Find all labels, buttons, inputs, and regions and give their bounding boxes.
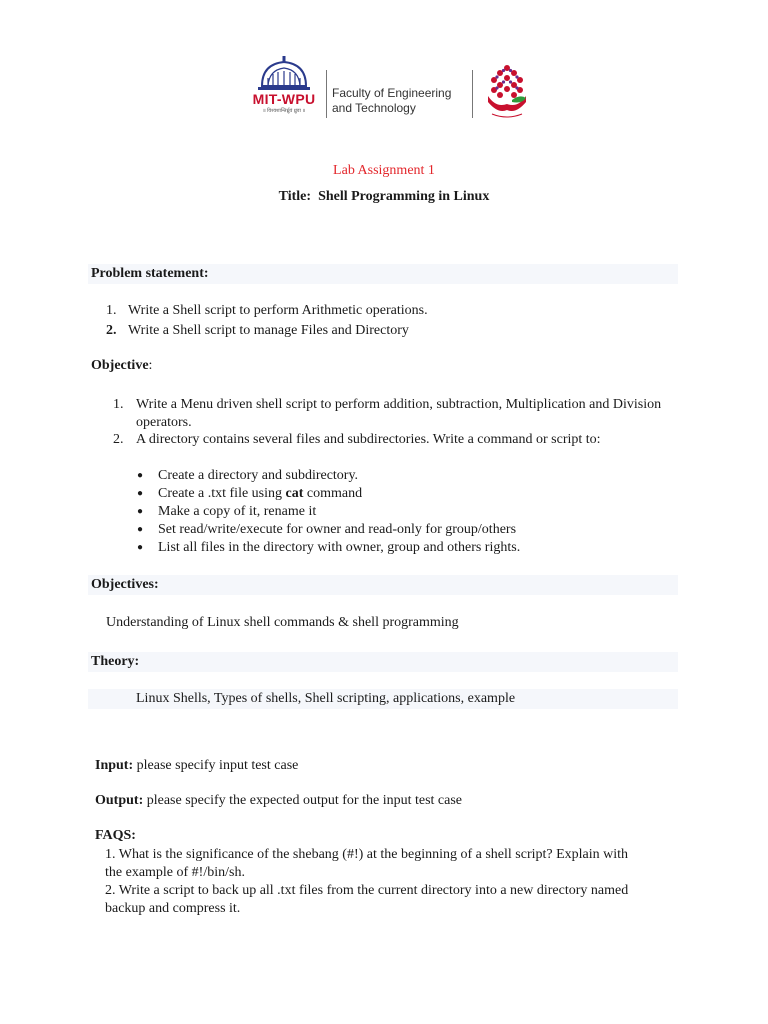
problem-item: Write a Shell script to manage Files and Directory — [128, 323, 409, 338]
problem-heading: Problem statement: — [91, 266, 209, 281]
objective-bullet: Set read/write/execute for owner and read-only for group/others — [158, 522, 517, 537]
title-text: Shell Programming in Linux — [318, 189, 490, 204]
theory-text: Linux Shells, Types of shells, Shell scripting, applications, example — [136, 691, 516, 706]
input-text: please specify input test case — [136, 758, 299, 773]
faq-item: 1. What is the significance of the shebang (#!) at the beginning of a shell script? Explain with — [105, 847, 629, 862]
faqs-heading: FAQS: — [95, 828, 136, 843]
input-label: Input: — [95, 758, 134, 773]
title-label: Title: — [278, 189, 312, 204]
problem-item: Write a Shell script to perform Arithmetic operations. — [128, 303, 428, 318]
bullet-icon: ● — [137, 470, 144, 481]
theory-heading: Theory: — [91, 654, 140, 669]
university-emblem-icon — [482, 58, 532, 120]
faq-item-cont: the example of #!/bin/sh. — [105, 865, 245, 880]
objective-bullet: List all files in the directory with owner, group and others rights. — [158, 540, 521, 555]
faculty-line-1: Faculty of Engineering — [332, 86, 452, 100]
objective-heading — [91, 357, 152, 375]
objectives-heading: Objectives: — [91, 577, 159, 592]
bullet-icon: ● — [137, 542, 144, 553]
heading-band — [88, 575, 678, 595]
objective-bullet — [158, 485, 362, 503]
objective-colon: : — [148, 358, 153, 373]
heading-band — [88, 652, 678, 672]
logo-text: MIT-WPU — [252, 91, 316, 107]
faq-item-cont: backup and compress it. — [105, 901, 241, 916]
page-title — [0, 189, 768, 205]
objective-item: A directory contains several files and subdirectories. Write a command or script to: — [136, 432, 601, 447]
objective-bullet: Make a copy of it, rename it — [158, 504, 317, 519]
page-header — [248, 56, 538, 122]
faculty-name — [332, 86, 451, 116]
header-divider — [326, 70, 327, 118]
bullet-bold-text: cat — [285, 486, 304, 501]
output-label: Output: — [95, 793, 144, 808]
lab-assignment-title: Lab Assignment 1 — [333, 163, 435, 178]
dome-icon — [254, 56, 314, 92]
objective-item-number: 1. — [113, 397, 124, 412]
bullet-text: Create a .txt file using — [158, 486, 283, 501]
bullet-icon: ● — [137, 488, 144, 499]
output-text: please specify the expected output for the input test case — [146, 793, 463, 808]
header-divider — [472, 70, 473, 118]
output-line — [95, 792, 462, 810]
faq-item: 2. Write a script to back up all .txt files from the current directory into a new directory named — [105, 883, 629, 898]
objective-item: Write a Menu driven shell script to perform addition, subtraction, Multiplication and Division operators. — [136, 397, 662, 430]
problem-item-number: 1. — [106, 303, 117, 318]
logo-tagline: ॥ विश्वशान्तिर्ध्रुवं ध्रुवा ॥ — [262, 108, 306, 114]
bullet-icon: ● — [137, 524, 144, 535]
problem-item-number: 2. — [106, 323, 117, 338]
mit-wpu-logo — [248, 56, 320, 122]
objective-bullet: Create a directory and subdirectory. — [158, 468, 359, 483]
faculty-line-2: and Technology — [332, 101, 416, 115]
input-line — [95, 757, 298, 775]
objective-item-number: 2. — [113, 432, 124, 447]
objective-heading-text: Objective — [91, 358, 149, 373]
bullet-text-tail: command — [306, 486, 363, 501]
objectives-text: Understanding of Linux shell commands & shell programming — [106, 615, 459, 630]
bullet-icon: ● — [137, 506, 144, 517]
